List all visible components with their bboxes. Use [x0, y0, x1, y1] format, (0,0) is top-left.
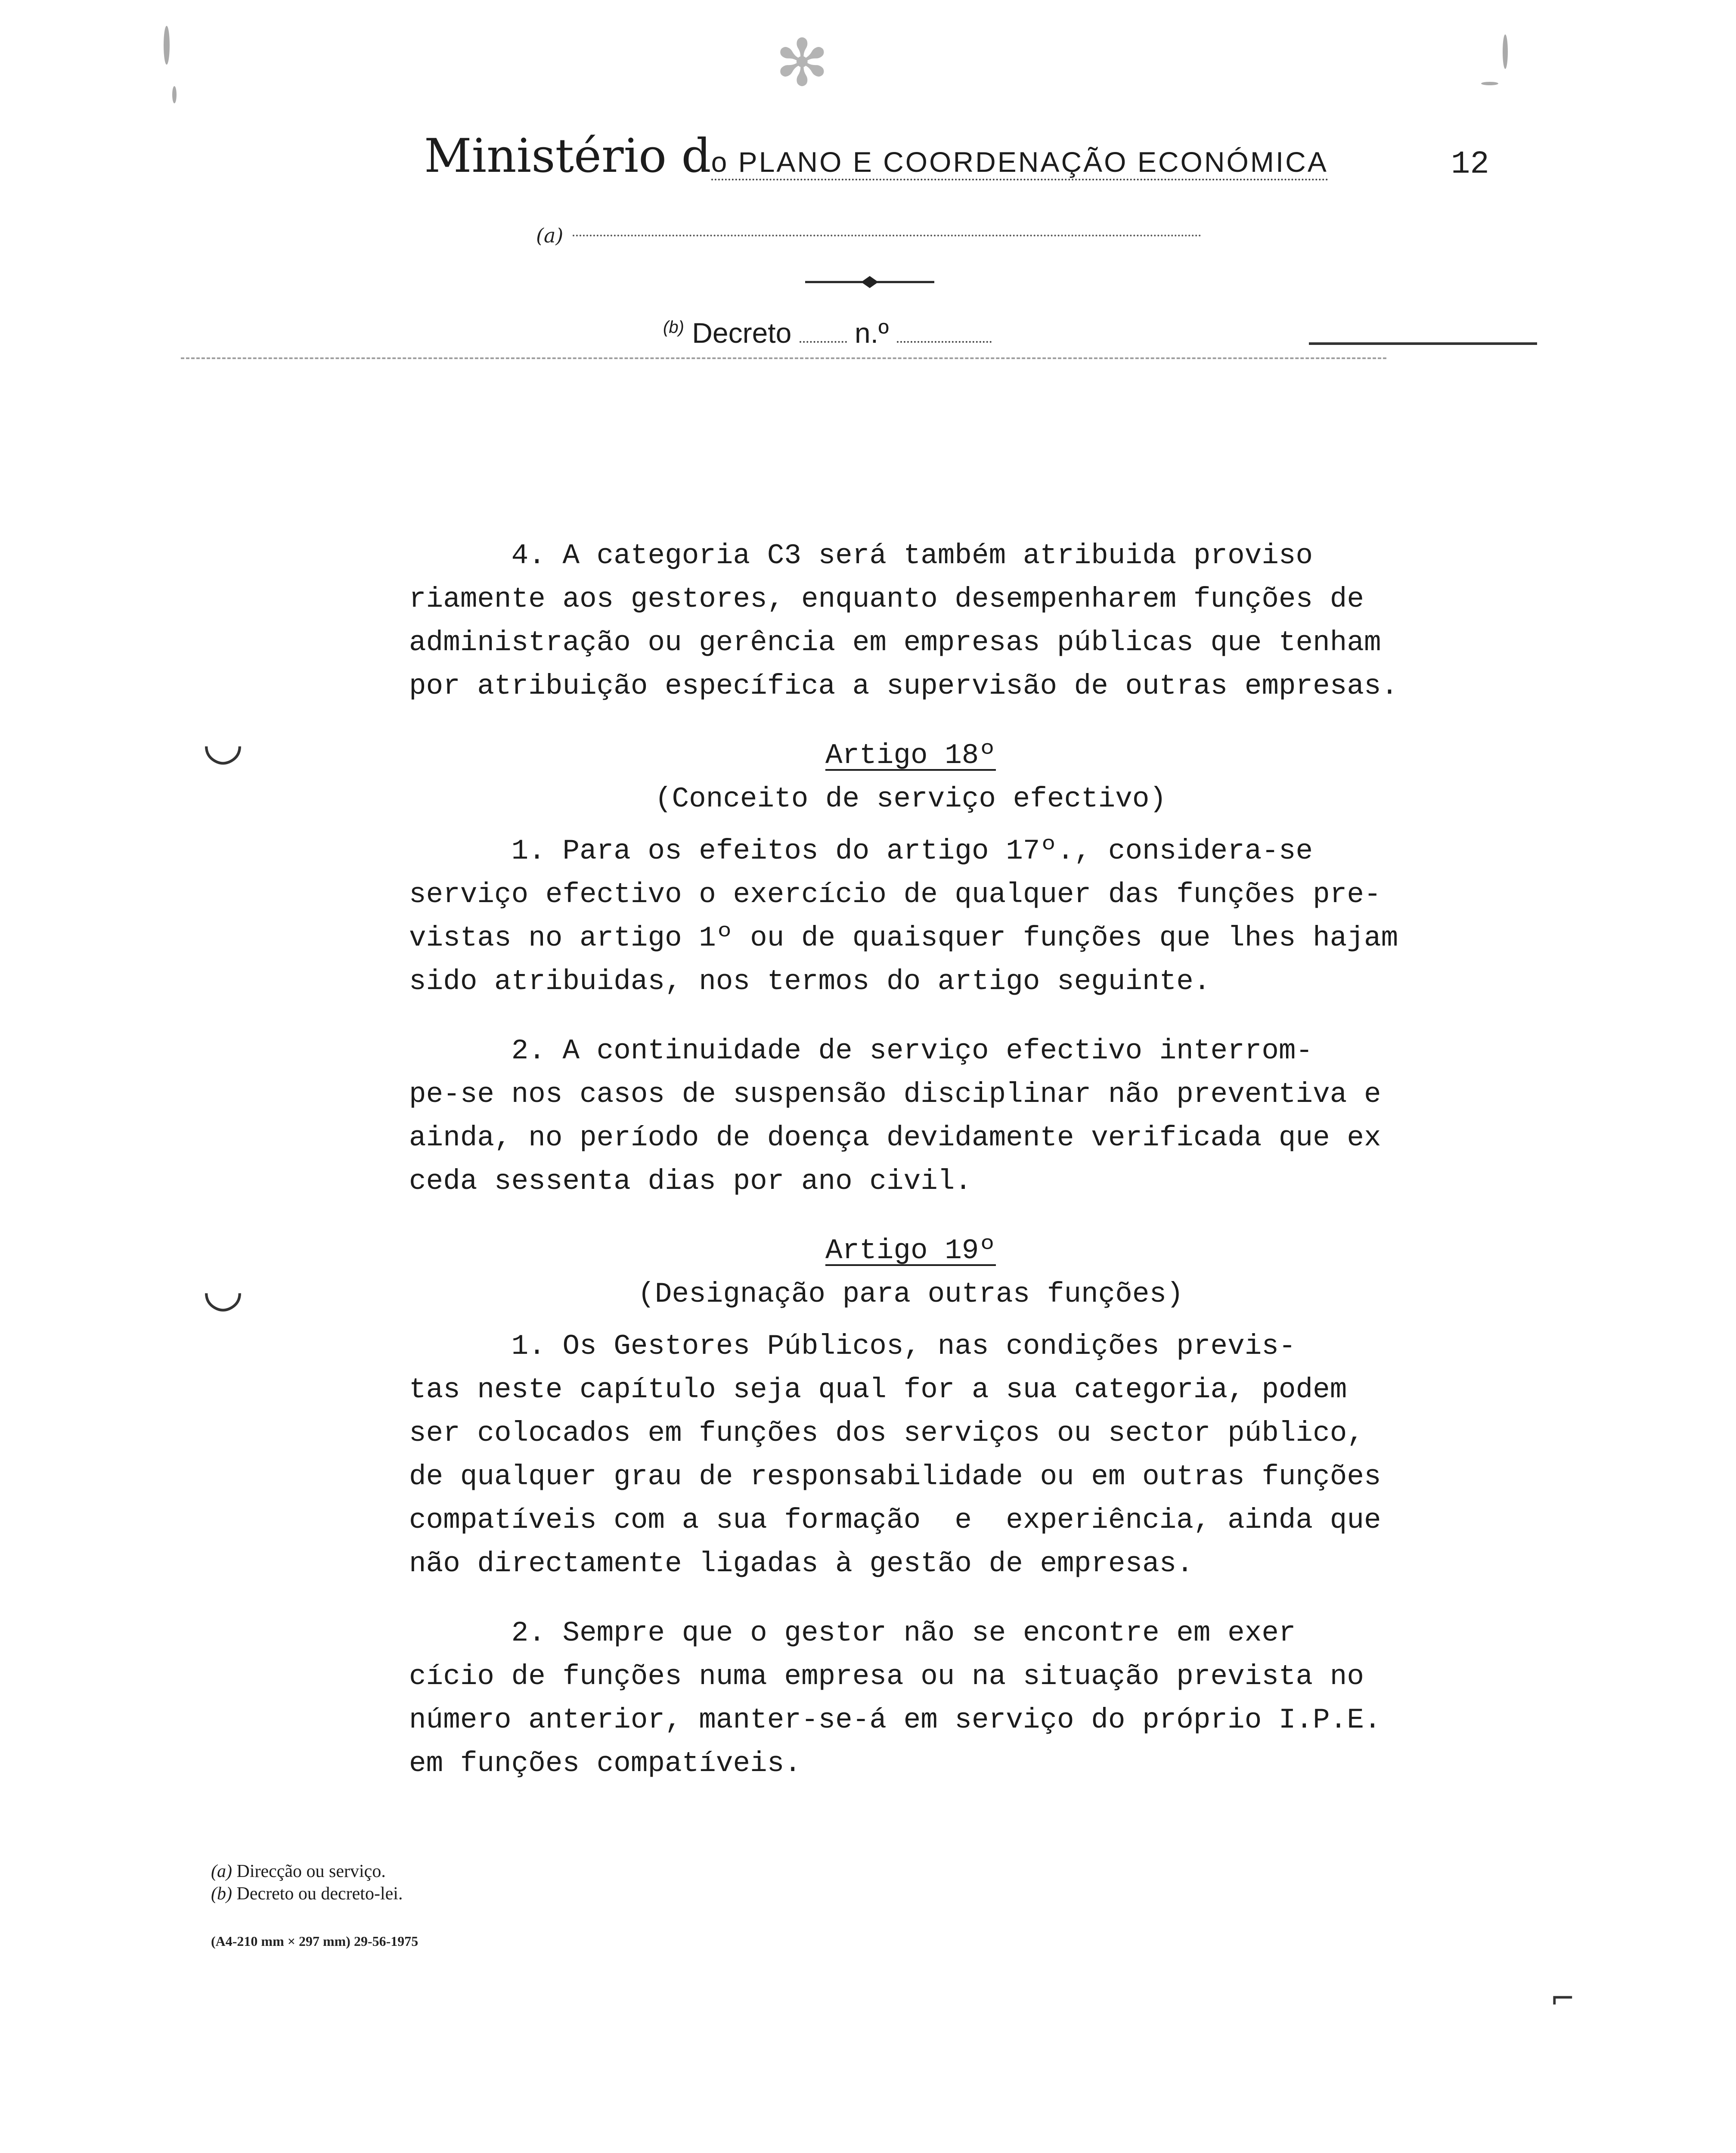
- scan-speck: [1503, 34, 1508, 69]
- ministry-name: o PLANO E COORDENAÇÃO ECONÓMICA: [711, 146, 1328, 180]
- field-a-dotted-line: [573, 235, 1201, 236]
- header-rule: [181, 357, 1386, 359]
- footnote-b: (b) Decreto ou decreto-lei.: [211, 1884, 403, 1904]
- decreto-label: Decreto: [692, 317, 792, 349]
- artigo-19-subtitle: (Designação para outras funções): [638, 1278, 1184, 1310]
- scan-speck: [1481, 82, 1498, 85]
- decreto-line: [663, 316, 992, 349]
- ministry-header: [424, 129, 1328, 183]
- footnotes: [211, 1860, 403, 1905]
- scan-speck: [164, 26, 170, 65]
- numero-dotted: [897, 341, 992, 343]
- numero-label: n.º: [855, 317, 889, 349]
- artigo-19-title: Artigo 19º: [825, 1235, 996, 1267]
- artigo-19-paragraph-2: 2. Sempre que o gestor não se encontre em exer cício de funções numa empresa ou na situação prevista no número anterior, manter-se-á em serviço do próprio I.P.E. em funções compatíveis.: [409, 1617, 1381, 1780]
- artigo-18-paragraph-2: 2. A continuidade de serviço efectivo interrom- pe-se nos casos de suspensão disciplinar não preventiva e ainda, no período de doença devidamente verificada que ex ceda sessenta dias por ano civil.: [409, 1035, 1381, 1197]
- field-a-marker: (a): [536, 224, 564, 247]
- decreto-dotted: [800, 341, 847, 343]
- footnote-a: (a) Direcção ou serviço.: [211, 1861, 386, 1881]
- artigo-19-paragraph-1: 1. Os Gestores Públicos, nas condições previs- tas neste capítulo seja qual for a sua categoria, podem ser colocados em funções dos serviços ou sector público, de qualquer grau de responsabilidade ou em outras funções compatíveis com a sua formação e experiência, ainda que não directamente ligadas à gestão de empresas.: [409, 1330, 1381, 1580]
- seal-mark: ✻: [775, 26, 829, 101]
- ornament-divider: [805, 273, 934, 291]
- paper-format-note: (A4-210 mm × 297 mm) 29-56-1975: [211, 1933, 418, 1949]
- field-b-marker: (b): [663, 318, 684, 337]
- paragraph-4: 4. A categoria C3 será também atribuida proviso riamente aos gestores, enquanto desempenharem funções de administração ou gerência em empresas públicas que tenham por atribuição específica a supervisão de outras empresas.: [409, 540, 1398, 702]
- artigo-18-title: Artigo 18º: [825, 739, 996, 772]
- margin-hole-mark: ◡: [202, 1262, 244, 1317]
- ministry-initial: Ministério d: [424, 129, 711, 183]
- corner-mark: ⌐: [1550, 1981, 1575, 2016]
- artigo-18-subtitle: (Conceito de serviço efectivo): [654, 783, 1167, 815]
- header-rule-right: [1309, 342, 1537, 345]
- margin-hole-mark: ◡: [202, 715, 244, 770]
- document-body: [409, 534, 1434, 1785]
- artigo-18-paragraph-1: 1. Para os efeitos do artigo 17º., considera-se serviço efectivo o exercício de qualquer das funções pre- vistas no artigo 1º ou de quaisquer funções que lhes hajam sido atribuidas, nos termos do artigo seguinte.: [409, 835, 1398, 998]
- page-number: 12: [1451, 146, 1489, 183]
- scan-speck: [172, 86, 177, 103]
